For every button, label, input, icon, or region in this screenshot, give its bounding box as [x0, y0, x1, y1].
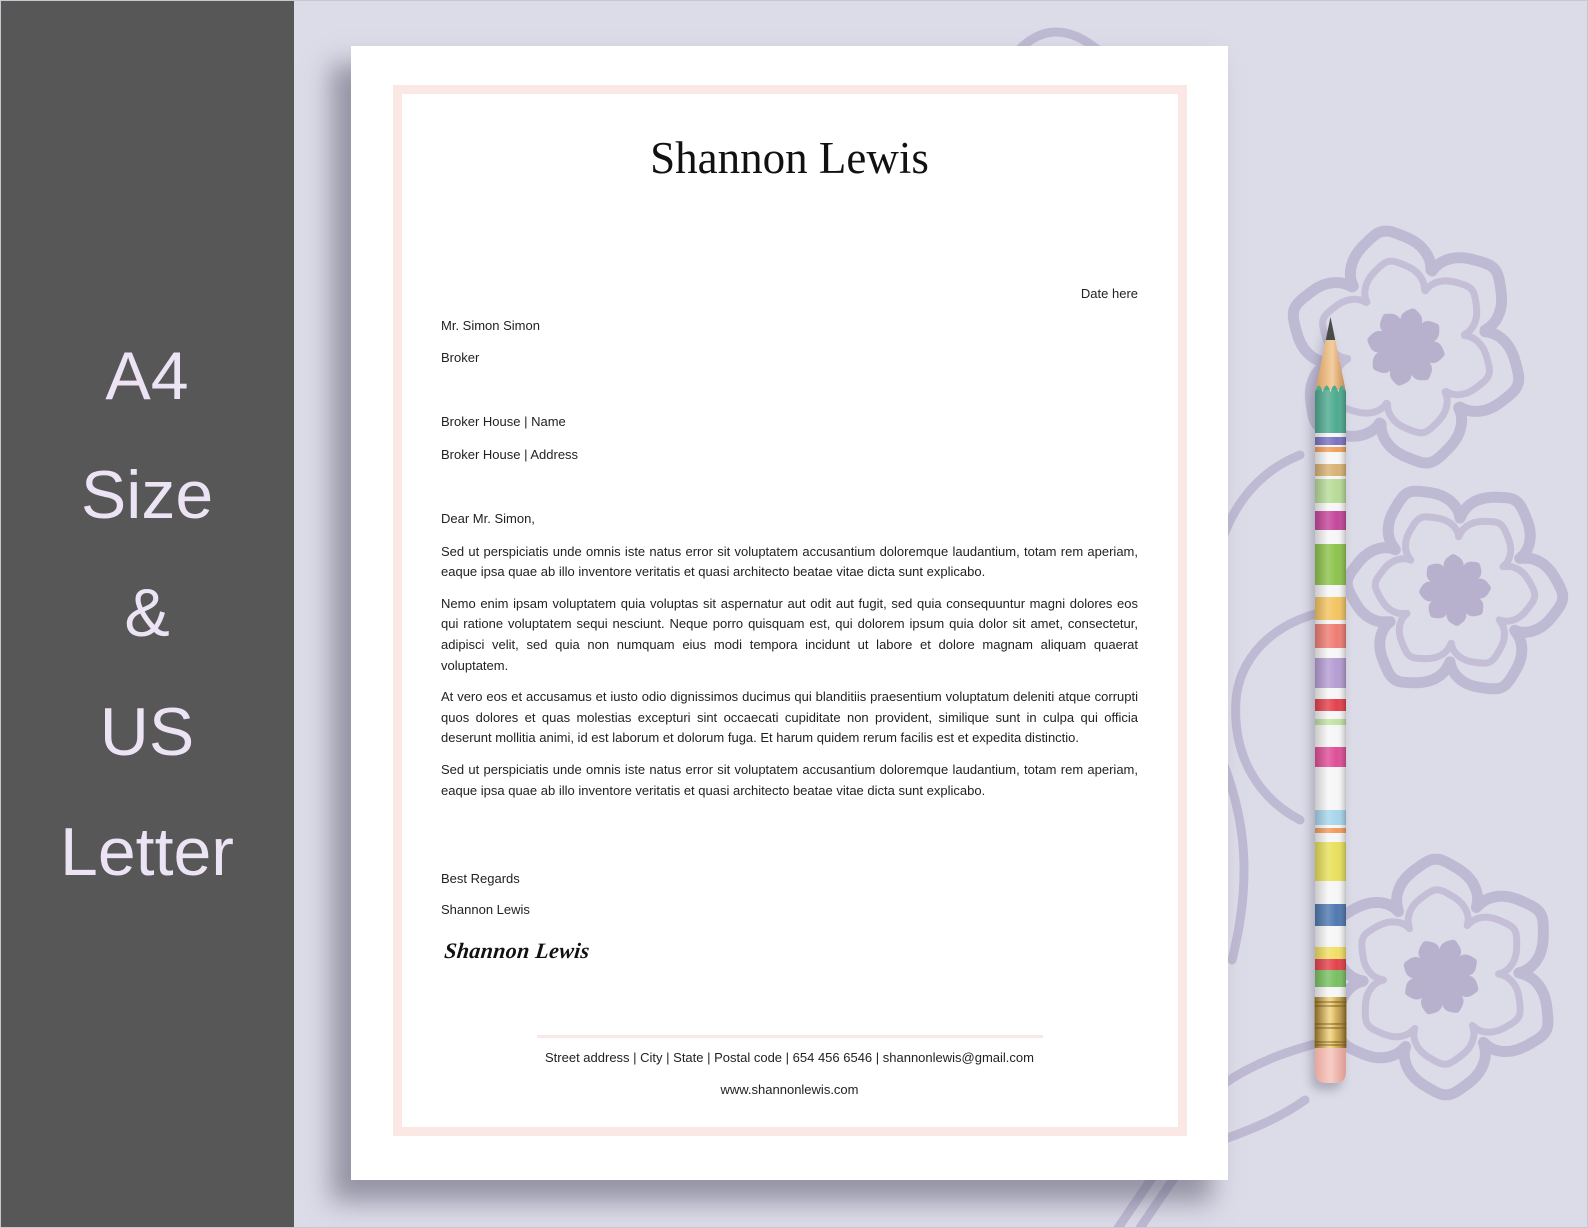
flower-center — [1404, 940, 1478, 1014]
pencil-illustration — [1310, 312, 1352, 1092]
body-paragraph: Nemo enim ipsam voluptatem quia voluptas sit aspernatur aut odit aut fugit, sed quia consequuntur magni dolores eos qui ratione voluptatem sequi nesciunt. Neque porro quisquam est, qui dolorem ipsum quia dolor sit amet, consectetur, adipisci velit, sed quia non numquam eius modi tempora incidunt ut labore et dolore magnam aliquam quaerat voluptatem. — [441, 595, 1138, 673]
footer-divider — [537, 1035, 1043, 1038]
letter-date: Date here — [1080, 286, 1138, 301]
pencil-shading — [1315, 390, 1346, 1048]
side-label-line: Size — [80, 457, 214, 533]
side-label-line: US — [99, 694, 195, 770]
recipient-company-name: Broker House | Name — [441, 414, 566, 429]
flower-decoration — [1334, 859, 1548, 1095]
side-label-line: & — [124, 575, 170, 651]
pencil-wood-tip — [1315, 340, 1346, 392]
recipient-title: Broker — [441, 350, 480, 365]
signature: Shannon Lewis — [443, 938, 591, 963]
stem-decoration — [1222, 1100, 1305, 1140]
body-paragraph: Sed ut perspiciatis unde omnis iste natus error sit voluptatem accusantium doloremque laudantium, totam rem aperiam, eaque ipsa quae ab illo inventore veritatis et quasi architecto beatae vitae dicta sunt explicabo. — [441, 543, 1138, 580]
footer-website: www.shannonlewis.com — [720, 1082, 859, 1097]
sender-name: Shannon Lewis — [441, 902, 530, 917]
footer-contact-line: Street address | City | State | Postal code | 654 456 6546 | shannonlewis@gmail.com — [545, 1050, 1034, 1065]
letter-body — [441, 509, 1138, 812]
flower-center — [1367, 308, 1444, 385]
recipient-company-address: Broker House | Address — [441, 447, 579, 462]
side-label-line: Letter — [60, 814, 234, 890]
flower-decoration — [1347, 491, 1562, 689]
pencil-eraser — [1315, 1048, 1346, 1083]
side-label-line: A4 — [105, 338, 189, 414]
body-paragraph: At vero eos et accusamus et iusto odio dignissimos ducimus qui blanditiis praesentium voluptatum deleniti atque corrupti quos dolores et quas molestias excepturi sint occaecati cupiditate non provident, similique sunt in culpa qui officia deserunt mollitia animi, id est laborum et dolorum fuga. Et harum quidem rerum facilis est et expedita distinctio. — [441, 689, 1138, 746]
salutation: Dear Mr. Simon, — [441, 511, 535, 526]
flower-center — [1419, 554, 1491, 626]
closing: Best Regards — [441, 871, 520, 886]
stem-decoration — [1222, 455, 1300, 540]
pencil-graphite-point — [1326, 317, 1336, 340]
recipient-name: Mr. Simon Simon — [441, 318, 540, 333]
body-paragraph: Sed ut perspiciatis unde omnis iste natus error sit voluptatem accusantium doloremque laudantium, totam rem aperiam, eaque ipsa quae ab illo inventore veritatis et quasi architecto beatae vitae dicta sunt explicabo. — [441, 761, 1138, 798]
letter-page — [351, 46, 1228, 1180]
letterhead-name: Shannon Lewis — [650, 133, 929, 183]
side-panel — [0, 0, 294, 1228]
